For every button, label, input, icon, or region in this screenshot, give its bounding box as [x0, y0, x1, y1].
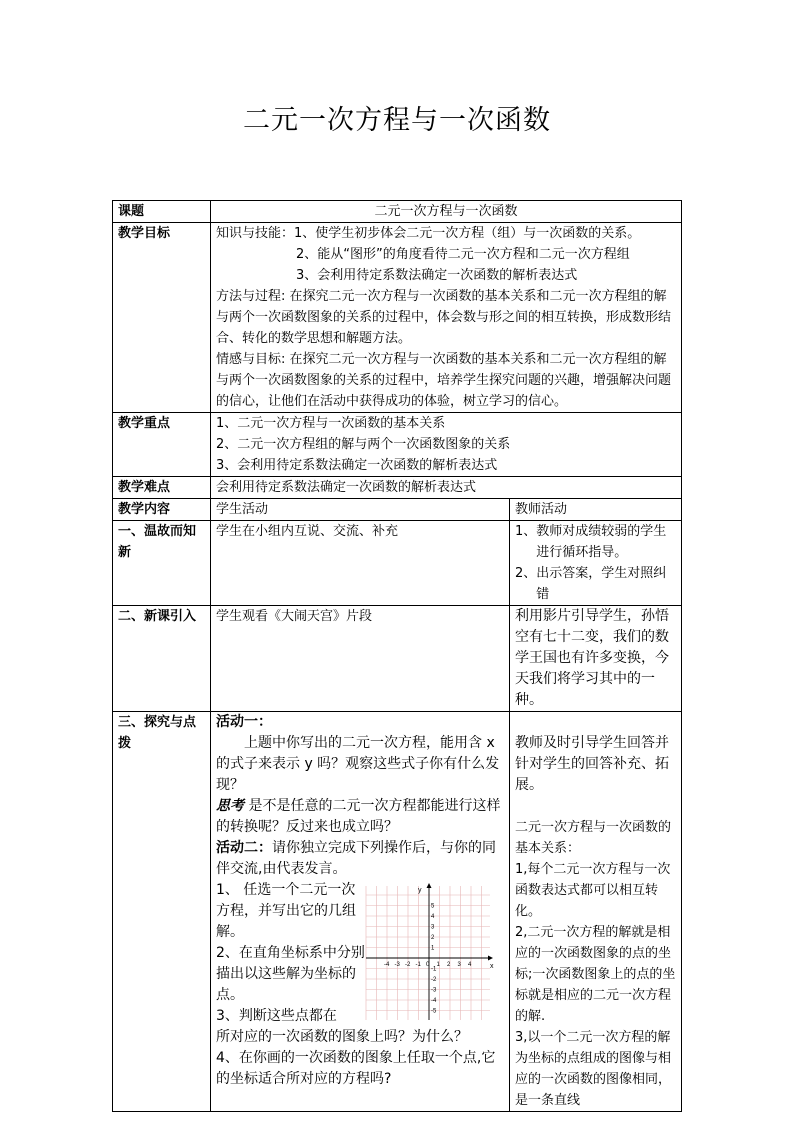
goal-method: 方法与过程: 在探究二元一次方程与一次函数的基本关系和二元一次方程组的解与两个一次函数图象的关系的过程中，体会数与形之间的相互转换，形成数形结合、转化的数学思想和解题方法。: [216, 289, 672, 346]
y-tick-label: 3: [431, 924, 435, 931]
label-difficult: 教学难点: [113, 477, 211, 499]
intro-student: 学生观看《大闹天宫》片段: [211, 606, 510, 712]
knowledge-item: 1、使学生初步体会二元一次方程（组）与一次函数的关系。: [294, 226, 641, 241]
row-goals: [113, 223, 682, 413]
grid-lines: [366, 886, 490, 1020]
label-intro: 二、新课引入: [113, 606, 211, 712]
activity-two-text: 请你独立完成下列操作后，与你的同伴交流,由代表发言。: [216, 840, 496, 877]
label-goals: 教学目标: [113, 223, 211, 413]
knowledge-prefix: 知识与技能：: [216, 226, 295, 241]
y-axis-label: y: [418, 887, 422, 894]
teacher-relation-item: 2,二元一次方程的解就是相应的一次函数图象的点的坐标;一次函数图象上的点的坐标就是相应的二元一次方程的解.: [515, 925, 676, 1024]
row-intro: [113, 606, 682, 712]
row-difficult: [113, 477, 682, 499]
row-key-points: [113, 413, 682, 477]
y-tick-label: -1: [431, 966, 437, 973]
goals-content: [211, 223, 682, 413]
review-teacher: [510, 521, 682, 606]
step-3a: 3、判断这些点都在: [216, 1008, 337, 1024]
label-explore: 三、探究与点拨: [113, 712, 211, 1112]
intro-teacher: 利用影片引导学生，孙悟空有七十二变，我们的数学王国也有许多变换，今天我们将学习其中的一种。: [510, 606, 682, 712]
x-tick-label: 3: [457, 962, 461, 968]
x-tick-label: -1: [415, 962, 421, 968]
review-student: 学生在小组内互说、交流、补充: [211, 521, 510, 606]
x-tick-label: 4: [468, 962, 472, 968]
knowledge-item: 2、能从“图形”的角度看待二元一次方程和二元一次方程组: [296, 247, 630, 262]
activity-one-text: 上题中你写出的二元一次方程，能用含 x 的式子来表示 y 吗？观察这些式子你有什么发现？: [216, 735, 500, 793]
goal-knowledge-line: [216, 223, 676, 244]
lesson-plan-table: [112, 200, 682, 1112]
label-review: 一、温故而知新: [113, 521, 211, 606]
steps-with-graph: [216, 880, 504, 1027]
step-1: 1、 任选一个二元一次方程，并写出它的几组解。: [216, 882, 356, 940]
label-topic: 课题: [113, 201, 211, 223]
y-tick-label: -4: [431, 998, 437, 1004]
activity-two-title: 活动二：: [216, 840, 272, 856]
row-topic: [113, 201, 682, 223]
y-tick-label: -3: [431, 987, 437, 994]
x-tick-label: -3: [394, 962, 400, 968]
think-paragraph: [216, 796, 504, 838]
row-content-header: [113, 499, 682, 521]
row-review: [113, 521, 682, 606]
goal-emotion: 情感与目标: 在探究二元一次方程与一次函数的基本关系和二元一次方程组的解与两个一次函数图象的关系的过程中，培养学生探究问题的兴趣，增强解决问题的信心，让他们在活动中获得成功的体验，树立学习的信心。: [216, 352, 672, 409]
teacher-relation-item: 3,以一个二元一次方程的解为坐标的点组成的图像与相应的一次函数的图像相同，是一条直线: [515, 1030, 672, 1108]
teacher-relation-title: 二元一次方程与一次函数的基本关系：: [515, 820, 672, 856]
teacher-relation-item: 1,每个二元一次方程与一次函数表达式都可以相互转化。: [515, 862, 671, 919]
x-tick-label: 0: [426, 962, 430, 968]
y-tick-label: 1: [431, 945, 435, 952]
label-content: 教学内容: [113, 499, 211, 521]
coordinate-grid: [362, 880, 496, 1022]
y-tick-label: -2: [431, 977, 437, 983]
x-tick-label: -4: [384, 962, 390, 968]
step-3b: 所对应的一次函数的图象上吗？为什么？: [216, 1029, 468, 1045]
y-tick-label: 5: [431, 903, 435, 910]
y-tick-label: 4: [431, 914, 435, 920]
explore-teacher: [510, 712, 682, 1112]
x-axis-label: x: [490, 963, 494, 970]
difficult-value: 会利用待定系数法确定一次函数的解析表达式: [211, 477, 682, 499]
think-label: 思考: [216, 798, 244, 814]
think-text: 是不是任意的二元一次方程都能进行这样的转换呢？反过来也成立吗？: [216, 798, 501, 835]
key-point-item: 3、会利用待定系数法确定一次函数的解析表达式: [216, 458, 498, 473]
step-2: 2、在直角坐标系中分别描出以这些解为坐标的点。: [216, 945, 365, 1003]
x-tick-label: 2: [447, 962, 451, 968]
label-key-points: 教学重点: [113, 413, 211, 477]
x-tick-label: 1: [436, 962, 440, 968]
row-explore: [113, 712, 682, 1112]
activity-one-title: 活动一：: [216, 714, 272, 730]
review-teacher-item: 2、 出示答案，学生对照纠错: [515, 566, 667, 602]
key-points-content: [211, 413, 682, 477]
key-point-item: 1、二元一次方程与一次函数的基本关系: [216, 416, 446, 431]
y-tick-label: -5: [431, 1008, 437, 1015]
activity-two: [216, 838, 504, 880]
step-4: 4、在你画的一次函数的图象上任取一个点,它的坐标适合所对应的方程吗?: [216, 1050, 496, 1087]
explore-student: [211, 712, 510, 1112]
review-teacher-item: 1、 教师对成绩较弱的学生进行循环指导。: [515, 524, 667, 560]
axes: [366, 883, 493, 1020]
knowledge-item: 3、会利用待定系数法确定一次函数的解析表达式: [296, 268, 578, 283]
document-title: 二元一次方程与一次函数: [243, 105, 551, 136]
key-point-item: 2、二元一次方程组的解与两个一次函数图象的关系: [216, 437, 511, 452]
teacher-guidance: 教师及时引导学生回答并针对学生的回答补充、拓展。: [515, 735, 669, 793]
y-tick-label: 2: [431, 935, 435, 941]
header-student: 学生活动: [211, 499, 510, 521]
x-tick-label: -2: [405, 962, 411, 968]
header-teacher: 教师活动: [510, 499, 682, 521]
topic-value: 二元一次方程与一次函数: [211, 201, 682, 223]
